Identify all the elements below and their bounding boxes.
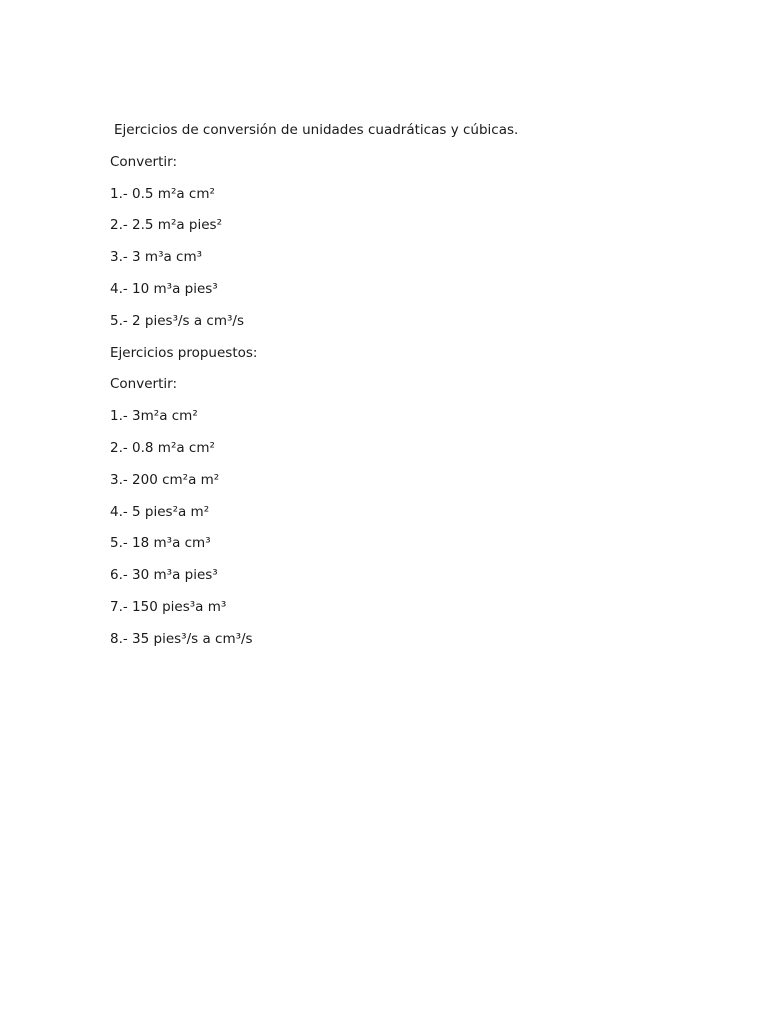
list-item: 1.- 3m²a cm²	[110, 408, 198, 425]
section1-label: Convertir:	[110, 153, 177, 170]
section1-list	[110, 185, 710, 330]
list-item: 7.- 150 pies³a m³	[110, 598, 227, 615]
list-item: 5.- 2 pies³/s a cm³/s	[110, 312, 244, 329]
list-item: 3.- 200 cm²a m²	[110, 471, 220, 488]
list-item: 4.- 10 m³a pies³	[110, 280, 218, 297]
section2-list	[110, 407, 710, 648]
list-item: 5.- 18 m³a cm³	[110, 535, 211, 552]
list-item: 4.- 5 pies²a m²	[110, 503, 210, 520]
list-item: 3.- 3 m³a cm³	[110, 249, 203, 266]
document-body	[110, 121, 710, 662]
list-item: 2.- 0.8 m²a cm²	[110, 439, 215, 456]
section2-heading: Ejercicios propuestos:	[110, 344, 258, 361]
document-title: Ejercicios de conversión de unidades cuadráticas y cúbicas.	[114, 122, 519, 138]
list-item: 2.- 2.5 m²a pies²	[110, 217, 223, 234]
list-item: 6.- 30 m³a pies³	[110, 567, 218, 584]
list-item: 8.- 35 pies³/s a cm³/s	[110, 630, 253, 647]
list-item: 1.- 0.5 m²a cm²	[110, 185, 215, 202]
section2-label: Convertir:	[110, 376, 177, 393]
